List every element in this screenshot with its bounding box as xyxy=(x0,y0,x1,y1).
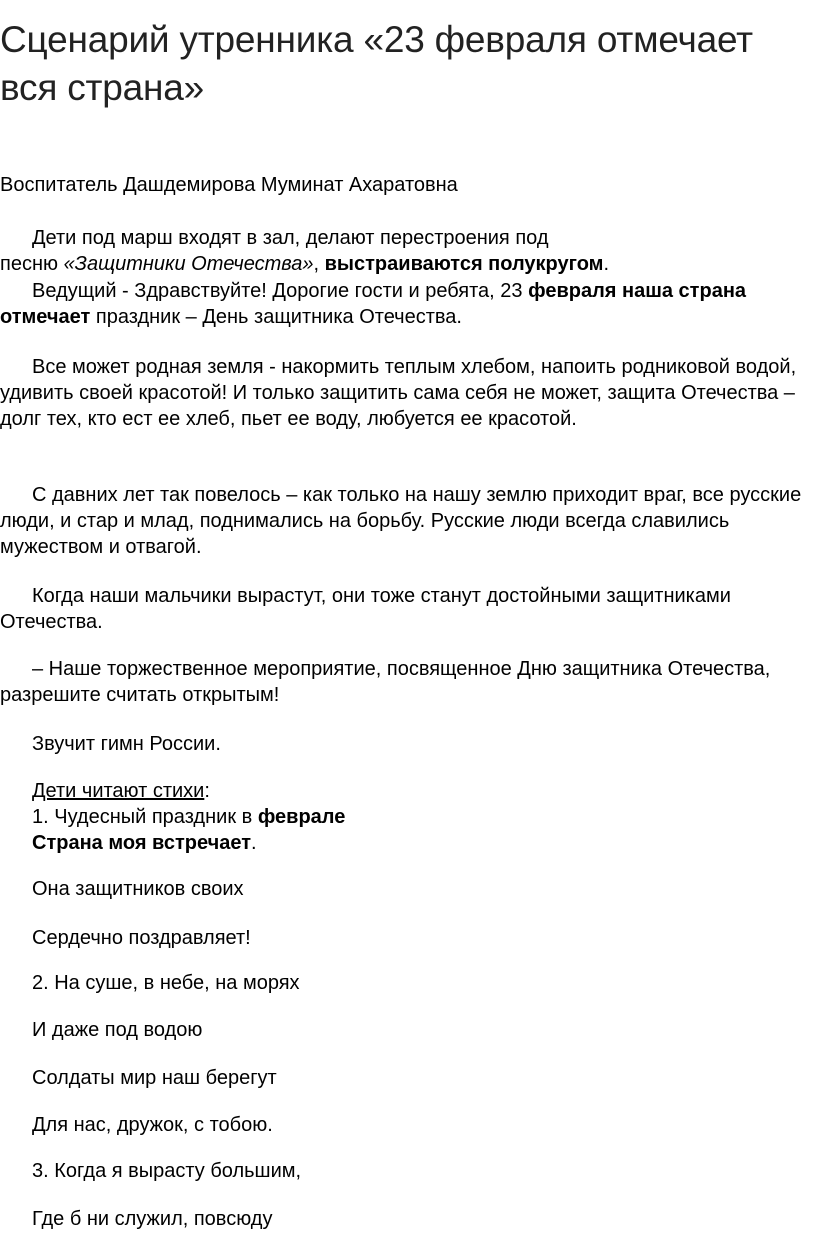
intro-period: . xyxy=(603,253,610,275)
intro-bold-text: выстраиваются полукругом xyxy=(324,253,604,275)
host-prefix: Ведущий - Здравствуйте! Дорогие гости и ребята, 23 xyxy=(32,280,529,302)
poem-line: И даже под водою xyxy=(32,1019,203,1041)
intro-line-2-prefix: песню xyxy=(0,253,64,275)
page-title: Сценарий утренника «23 февраля отмечает вся страна» xyxy=(0,19,753,108)
intro-line-1: Дети под марш входят в зал, делают перестроения под xyxy=(32,227,549,249)
poem-line: 3. Когда я вырасту большим, xyxy=(32,1160,302,1182)
paragraph-boys: Когда наши мальчики вырастут, они тоже станут достойными защитниками Отечества. xyxy=(0,585,731,633)
poem-1-bold-february: феврале xyxy=(257,806,346,828)
intro-paragraph xyxy=(0,225,816,277)
poem-1-bold-country: Страна моя встречает xyxy=(32,832,251,854)
paragraph-anthem: Звучит гимн России. xyxy=(32,733,221,755)
poem-line: Она защитников своих xyxy=(32,878,244,900)
poem-1-period: . xyxy=(251,832,257,854)
song-title: «Защитники Отечества» xyxy=(63,253,314,275)
poems-heading-colon: : xyxy=(204,780,210,802)
paragraph-land: Все может родная земля - накормить теплым хлебом, напоить родниковой водой, удивить своей красотой! И только защитить сама себя не может, защита Отечества – долг тех, кто ест ее хлеб, пьет ее воду, любуется ее красотой. xyxy=(0,356,797,430)
author-line: Воспитатель Дашдемирова Муминат Ахаратовна xyxy=(0,174,458,196)
poems-block xyxy=(0,778,816,856)
paragraph-history: С давних лет так повелось – как только на нашу землю приходит враг, все русские люди, и стар и млад, поднимались на борьбу. Русские люди всегда славились мужеством и отвагой. xyxy=(0,484,802,558)
poem-1-prefix: 1. Чудесный праздник в xyxy=(32,806,258,828)
intro-comma: , xyxy=(313,253,325,275)
poem-line: Для нас, дружок, с тобою. xyxy=(32,1114,273,1136)
poem-line: 2. На суше, в небе, на морях xyxy=(32,972,300,994)
poem-line: Сердечно поздравляет! xyxy=(32,927,251,949)
host-paragraph xyxy=(0,278,816,330)
poems-heading: Дети читают стихи xyxy=(32,780,205,802)
poem-line: Солдаты мир наш берегут xyxy=(32,1067,277,1089)
host-bold-text: февраля наша страна отмечает xyxy=(0,280,747,328)
poem-line: Где б ни служил, повсюду xyxy=(32,1208,273,1230)
paragraph-opening: – Наше торжественное мероприятие, посвященное Дню защитника Отечества, разрешите считать открытым! xyxy=(0,658,771,706)
host-suffix: праздник – День защитника Отечества. xyxy=(90,306,462,328)
